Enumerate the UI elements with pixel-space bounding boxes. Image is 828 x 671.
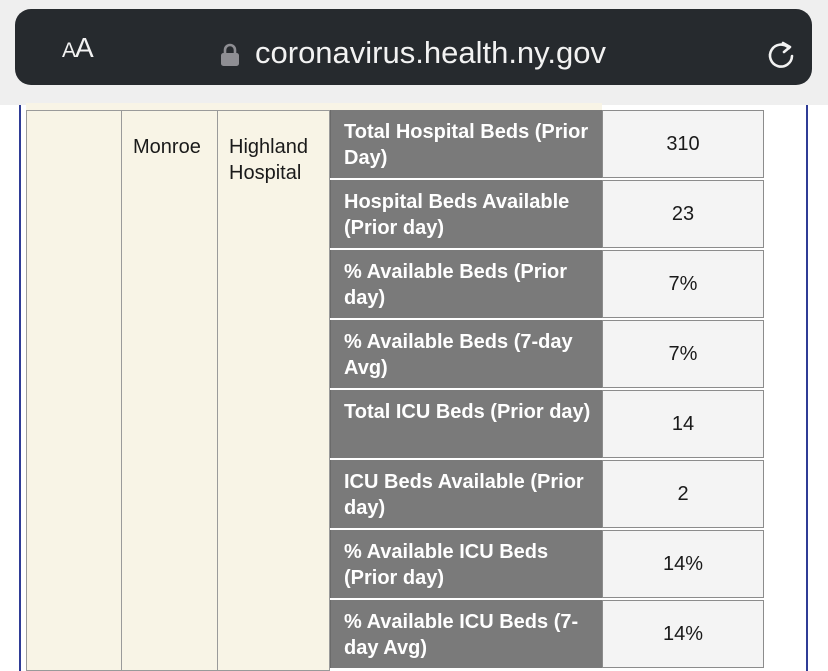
metric-label: % Available Beds (Prior day) xyxy=(330,250,602,318)
table-row xyxy=(330,460,764,530)
metric-label: Total ICU Beds (Prior day) xyxy=(330,390,602,458)
browser-toolbar xyxy=(0,0,828,105)
table-row xyxy=(330,600,764,670)
table-cell-county xyxy=(122,110,218,671)
metric-value: 7% xyxy=(602,320,764,388)
metric-value: 14% xyxy=(602,600,764,668)
metrics-table xyxy=(330,110,764,670)
address-bar[interactable] xyxy=(15,9,812,85)
url-text[interactable]: coronavirus.health.ny.gov xyxy=(255,35,606,70)
metric-label: ICU Beds Available (Prior day) xyxy=(330,460,602,528)
metric-label: % Available ICU Beds (Prior day) xyxy=(330,530,602,598)
metric-value: 14% xyxy=(602,530,764,598)
metric-value: 2 xyxy=(602,460,764,528)
metric-label: % Available Beds (7-day Avg) xyxy=(330,320,602,388)
hospital-name: Highland Hospital xyxy=(229,136,308,184)
metric-label: Total Hospital Beds (Prior Day) xyxy=(330,110,602,178)
table-cell-region xyxy=(26,110,122,671)
text-size-button[interactable]: AA xyxy=(62,32,93,63)
county-name: Monroe xyxy=(133,136,201,158)
metric-value: 14 xyxy=(602,390,764,458)
table-row xyxy=(330,320,764,390)
table-row xyxy=(330,390,764,460)
table-row xyxy=(330,110,764,180)
lock-icon xyxy=(220,43,240,67)
metric-value: 7% xyxy=(602,250,764,318)
table-row xyxy=(330,530,764,600)
reload-icon[interactable] xyxy=(763,37,799,73)
metric-value: 23 xyxy=(602,180,764,248)
table-cell-hospital xyxy=(218,110,330,671)
metric-value: 310 xyxy=(602,110,764,178)
table-row xyxy=(330,250,764,320)
metric-label: Hospital Beds Available (Prior day) xyxy=(330,180,602,248)
table-row xyxy=(330,180,764,250)
metric-label: % Available ICU Beds (7-day Avg) xyxy=(330,600,602,668)
